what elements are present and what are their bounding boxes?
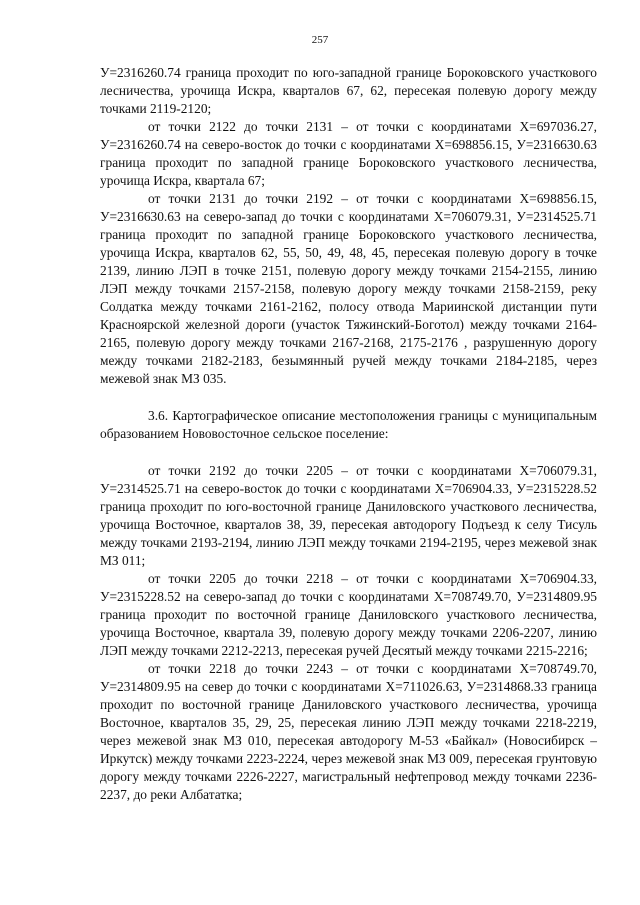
document-body [100, 64, 597, 804]
boundary-paragraph: от точки 2205 до точки 2218 – от точки с координатами Х=706904.33, У=2315228.52 на северо-запад до точки с координатами Х=708749.70, У=2314809.95 граница проходит по восточной границе Даниловского участкового лесничества, урочища Восточное, квартала 39, полевую дорогу между точками 2206-2207, линию ЛЭП между точками 2212-2213, пересекая ручей Десятый между точками 2215-2216; [100, 571, 597, 658]
boundary-paragraph: от точки 2218 до точки 2243 – от точки с координатами Х=708749.70, У=2314809.95 на север до точки с координатами Х=711026.63, У=2314868.33 граница проходит по восточной границе Даниловского участкового лесничества, урочища Восточное, кварталов 35, 29, 25, пересекая линию ЛЭП между точками 2218-2219, через межевой знак МЗ 010, пересекая автодорогу М-53 «Байкал» (Новосибирск – Иркутск) между точками 2223-2224, через межевой знак МЗ 009, пересекая грунтовую дорогу между точками 2226-2227, магистральный нефтепровод между точками 2236-2237, до реки Албататка; [100, 661, 597, 802]
section-heading: 3.6. Картографическое описание местоположения границы с муниципальным образованием Нововосточное сельское поселение: [100, 408, 597, 441]
boundary-paragraph: от точки 2131 до точки 2192 – от точки с координатами Х=698856.15, У=2316630.63 на северо-запад до точки с координатами Х=706079.31, У=2314525.71 граница проходит по западной границе Бороковского участкового лесничества, урочища Искра, кварталов 62, 55, 50, 49, 48, 45, пересекая полевую дорогу в точке 2139, линию ЛЭП в точке 2151, полевую дорогу между точками 2154-2155, линию ЛЭП между точками 2157-2158, полевую дорогу между точками 2158-2159, реку Солдатка между точками 2161-2162, полосу отвода Мариинской дистанции пути Красноярской железной дороги (участок Тяжинский-Боготол) между точками 2164-2165, полевую дорогу между точками 2167-2168, 2175-2176 , разрушенную дорогу между точками 2182-2183, безымянный ручей между точками 2184-2185, через межевой знак МЗ 035. [100, 191, 597, 386]
boundary-paragraph: от точки 2192 до точки 2205 – от точки с координатами Х=706079.31, У=2314525.71 на северо-восток до точки с координатами Х=706904.33, У=2315228.52 граница проходит по юго-восточной границе Даниловского участкового лесничества, урочища Восточное, кварталов 38, 39, пересекая автодорогу Подъезд к селу Тисуль между точками 2193-2194, линию ЛЭП между точками 2194-2195, через межевой знак МЗ 011; [100, 463, 597, 568]
boundary-paragraph: У=2316260.74 граница проходит по юго-западной границе Бороковского участкового лесничества, урочища Искра, кварталов 67, 62, пересекая полевую дорогу между точками 2119-2120; [100, 65, 597, 116]
page-number: 257 [311, 34, 329, 46]
boundary-paragraph: от точки 2122 до точки 2131 – от точки с координатами Х=697036.27, У=2316260.74 на северо-восток до точки с координатами Х=698856.15, У=2316630.63 граница проходит по западной границе Бороковского участкового лесничества, урочища Искра, квартала 67; [100, 119, 597, 188]
